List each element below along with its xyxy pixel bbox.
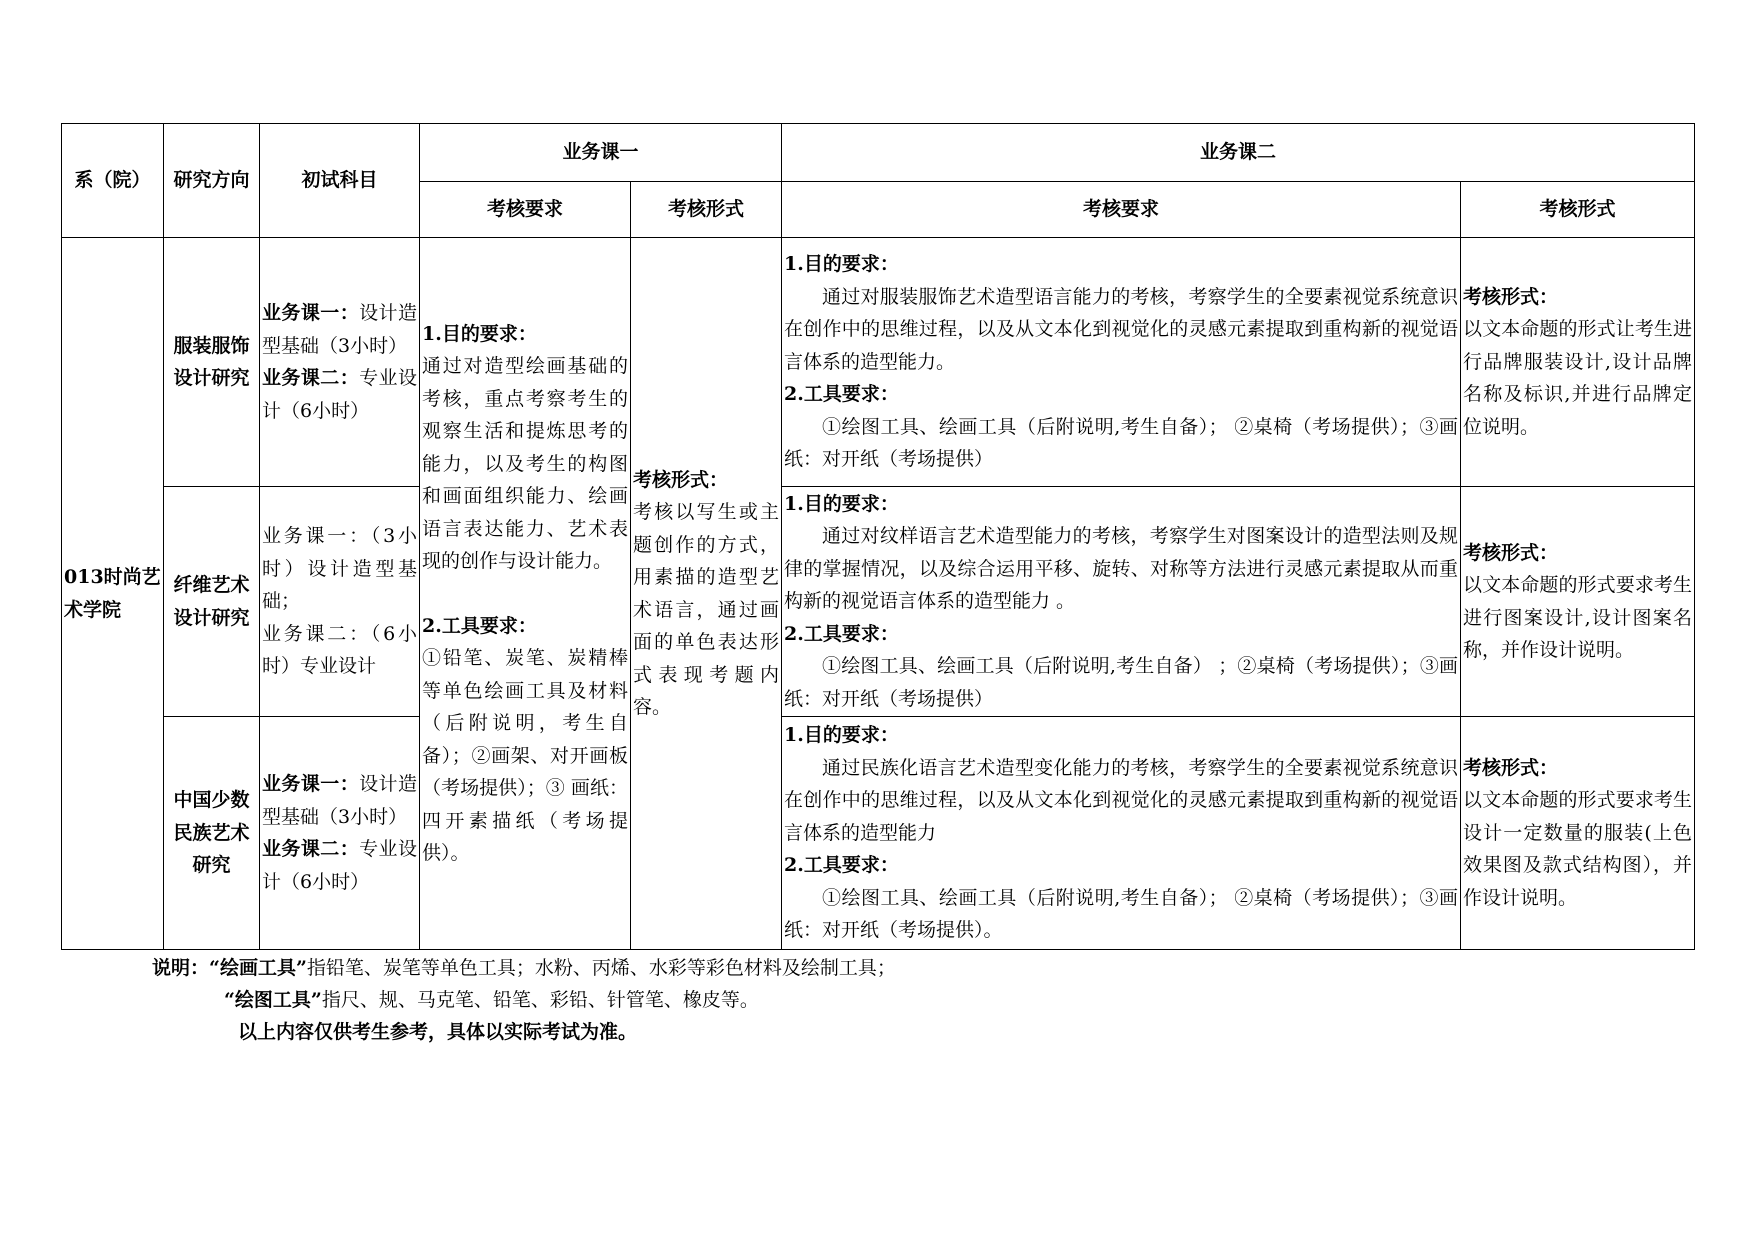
course-one-form-text: 考核以写生或主题创作的方式，用素描的造型艺术语言，通过画面的单色表达形式表现考题内容。: [633, 501, 780, 718]
form-heading: 考核形式：: [1463, 756, 1559, 779]
req-heading-2: 2.工具要求：: [784, 622, 899, 645]
subject-cell: [260, 717, 420, 950]
subject-label-2: 业务课二：: [262, 367, 360, 389]
subject-text-2: 专业设计（6小时）: [262, 838, 417, 893]
course-two-form: [1461, 238, 1695, 487]
note-line-2: [152, 984, 896, 1016]
form-text: 以文本命题的形式让考生进行品牌服装设计,设计品牌名称及标识,并进行品牌定位说明。: [1463, 318, 1693, 438]
req-heading-1: 1.目的要求：: [784, 253, 899, 276]
req-text-2: ①绘图工具、绘画工具（后附说明,考生自备）； ②桌椅（考场提供）；③画纸：对开纸（考场提供）: [784, 415, 1459, 471]
form-text: 以文本命题的形式要求考生设计一定数量的服装(上色效果图及款式结构图），并作设计说明。: [1463, 789, 1693, 909]
req-heading-1: 1.目的要求：: [784, 724, 899, 747]
note-text-1: 指铅笔、炭笔等单色工具；水粉、丙烯、水彩等彩色材料及绘制工具；: [306, 957, 896, 979]
course-two-form: [1461, 717, 1695, 950]
course-two-form: [1461, 487, 1695, 717]
form-heading: 考核形式：: [1463, 285, 1559, 308]
form-heading: 考核形式：: [1463, 541, 1559, 564]
subject-label-2: 业务课二：: [262, 622, 371, 645]
course-two-requirements: [782, 717, 1461, 950]
form-text: 以文本命题的形式要求考生进行图案设计,设计图案名称，并作设计说明。: [1463, 574, 1693, 661]
header-dept: 系（院）: [62, 124, 164, 238]
subject-text-1: 设计造型基础（3小时）: [262, 773, 417, 828]
header-course-one-form: 考核形式: [631, 182, 782, 238]
subject-text-1: 设计造型基础（3小时）: [262, 302, 417, 357]
course-one-requirements: [420, 238, 631, 950]
subject-label-1: 业务课一：: [262, 773, 360, 795]
req-heading-2: 2.工具要求：: [784, 854, 899, 877]
course-one-form-heading: 考核形式：: [633, 468, 729, 491]
course-one-req-text-2: ①铅笔、炭笔、炭精棒等单色绘画工具及材料（后附说明，考生自备）；②画架、对开画板（考场提供）；③ 画纸：四开素描纸（考场提供）。: [422, 647, 628, 864]
course-two-requirements: [782, 487, 1461, 717]
dept-cell: 013时尚艺术学院: [62, 238, 164, 950]
note-line-1: [152, 952, 896, 984]
subject-cell: [260, 238, 420, 487]
table-row: [62, 238, 1695, 487]
table-row: [62, 487, 1695, 717]
header-direction: 研究方向: [164, 124, 260, 238]
header-course-one: 业务课一: [420, 124, 782, 182]
subject-text-2: （6小时）专业设计: [262, 622, 417, 678]
note-label: 说明：: [152, 957, 210, 979]
subject-label-1: 业务课一：: [262, 302, 360, 324]
table-row: [62, 717, 1695, 950]
req-text-1: 通过对纹样语言艺术造型能力的考核，考察学生对图案设计的造型法则及规律的掌握情况，以及综合运用平移、旋转、对称等方法进行灵感元素提取从而重构新的视觉语言体系的造型能力 。: [784, 525, 1459, 613]
req-text-1: 通过对服装服饰艺术造型语言能力的考核，考察学生的全要素视觉系统意识在创作中的思维过程，以及从文本化到视觉化的灵感元素提取到重构新的视觉语言体系的造型能力。: [784, 285, 1459, 373]
note-term-1: “绘画工具”: [209, 957, 307, 979]
direction-cell: 服装服饰设计研究: [164, 238, 260, 487]
note-text-2: 指尺、规、马克笔、铅笔、彩铅、针管笔、橡皮等。: [321, 989, 759, 1011]
course-one-form: [631, 238, 782, 950]
note-term-2: “绘图工具”: [224, 989, 322, 1011]
exam-requirements-table: [61, 123, 1695, 950]
course-one-req-heading-1: 1.目的要求：: [422, 322, 537, 345]
notes-section: [152, 952, 896, 1048]
subject-cell: [260, 487, 420, 717]
note-line-3: 以上内容仅供考生参考，具体以实际考试为准。: [238, 1021, 638, 1043]
course-two-requirements: [782, 238, 1461, 487]
subject-text-1: （3小时）设计造型基础；: [262, 525, 417, 613]
header-course-two-form: 考核形式: [1461, 182, 1695, 238]
direction-cell: 中国少数民族艺术研究: [164, 717, 260, 950]
req-heading-2: 2.工具要求：: [784, 383, 899, 406]
header-course-two-req: 考核要求: [782, 182, 1461, 238]
subject-label-1: 业务课一：: [262, 525, 371, 548]
header-course-two: 业务课二: [782, 124, 1695, 182]
course-one-req-heading-2: 2.工具要求：: [422, 614, 537, 637]
req-text-2: ①绘图工具、绘画工具（后附说明,考生自备） ；②桌椅（考场提供）；③画纸：对开纸（考场提供）: [784, 655, 1459, 710]
direction-cell: 纤维艺术设计研究: [164, 487, 260, 717]
header-course-one-req: 考核要求: [420, 182, 631, 238]
header-subject: 初试科目: [260, 124, 420, 238]
subject-label-2: 业务课二：: [262, 838, 360, 860]
req-heading-1: 1.目的要求：: [784, 492, 899, 515]
subject-text-2: 专业设计（6小时）: [262, 367, 417, 422]
header-row-1: [62, 124, 1695, 182]
req-text-2: ①绘图工具、绘画工具（后附说明,考生自备）； ②桌椅（考场提供）；③画纸：对开纸（考场提供）。: [784, 886, 1459, 942]
req-text-1: 通过民族化语言艺术造型变化能力的考核，考察学生的全要素视觉系统意识在创作中的思维过程，以及从文本化到视觉化的灵感元素提取到重构新的视觉语言体系的造型能力: [784, 756, 1459, 844]
course-one-req-text-1: 通过对造型绘画基础的考核，重点考察考生的观察生活和提炼思考的能力，以及考生的构图和画面组织能力、绘画语言表达能力、艺术表现的创作与设计能力。: [422, 355, 628, 572]
